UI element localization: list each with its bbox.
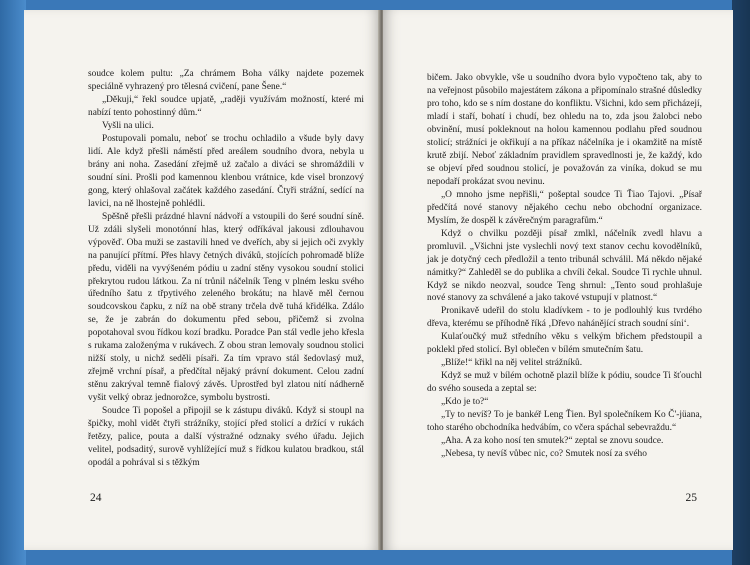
book-cover-right-edge xyxy=(732,0,750,565)
paragraph: Spěšně přešli prázdné hlavní nádvoří a vstoupili do šeré soudní síně. Už zdáli slyšeli monotónní hlas, který odříkával jakousi zdlouhavou výpověď. Oba muži se zastavili hned ve dveřích, aby si jejich oči zvykly na panující přítmí. Přes hlavy četných diváků, stojících pohromadě blíže předu, viděli na vyvýšeném pódiu u zadní stěny vysokou soudní stolici překrytou rudou látkou. Za ní trůnil náčelník Teng v plném lesku svého úředního šatu z třpytivého zeleného brokátu; na hlavě měl černou soudcovskou čapku, z níž na obě strany trčela dvě tuhá křidélka. Zdálo se, že je zabrán do dokumentu před sebou, přičemž si zvolna popotahoval svou řídkou kozí bradku. Poradce Pan stál vedle jeho křesla s rukama založenýma v rukávech. Z obou stran lemovaly soudnou stolici nižší stoly, u nichž seděli písaři. Za tím vpravo stál šedovlasý muž, zřejmě vrchní písař, a předčítal nějaký právní dokument. Celou zadní stěnu zakrýval temně fialový závěs. Uprostřed byl zlatou nití nádherně vyšit velký obraz jednorožce, symbolu bystrosti. xyxy=(88,211,364,404)
paragraph: Soudce Ti popošel a připojil se k zástupu diváků. Když si stoupl na špičky, mohl vidět čtyři strážníky, stojící před stolicí a držící v rukách řetězy, palice, pouta a další výstražné odznaky svého úřadu. Jejich velitel, podsaditý, surově vyhlížející muž s řídkou kulatou bradkou, stál opodál a pohrával si s těžkým xyxy=(88,406,364,469)
right-page-text xyxy=(427,72,702,461)
paragraph: bičem. Jako obvykle, vše u soudního dvora bylo vypočteno tak, aby to na veřejnost působilo majestátem zákona a připomínalo strašné důsledky pro toho, kdo se s ním dostane do konfliktu. Všichni, kdo sem přicházejí, mladí i staří, bohatí i chudí, bez ohledu na to, zda jsou žalobci nebo obvinění, musí pokleknout na holou kamennou podlahu před soudnou stolicí; strážníci je okřikují a na příkaz náčelníka je i okamžitě na místě krutě zbijí. Neboť základním pravidlem spravedlnosti je, že každý, kdo se objeví před soudnou stolicí, je považován za viníka, dokud se mu nepodaří prokázat svou nevinu. xyxy=(427,73,702,187)
paragraph: Když o chvilku později písař zmlkl, náčelník zvedl hlavu a promluvil. „Všichni jste vyslechli nový text stanov cechu kovodělníků, jak je dotyčný cech předložil a tento tribunál schválil. Má někdo nějaké námitky?“ Zahleděl se do publika a chvíli čekal. Soudce Ti rychle uhnul. Když se nikdo neozval, soudce Teng shrnul: „Tento soud prohlašuje nové stanovy za schválené a jako takové vstupují v platnost.“ xyxy=(427,228,702,304)
left-page xyxy=(24,10,380,550)
paragraph: „Ty to nevíš? To je bankéř Leng Ťien. Byl společníkem Ko Č'-jüana, toho starého obchodníka hedvábím, co včera spáchal sebevraždu.“ xyxy=(427,410,702,434)
page-number-left: 24 xyxy=(90,491,102,504)
paragraph: „Děkuji,“ řekl soudce upjatě, „raději využívám možností, které mi nabízí tento pohostinný dům.“ xyxy=(88,94,364,118)
book-cover-left-edge xyxy=(0,0,26,565)
paragraph: Pronikavě udeřil do stolu kladívkem - to je podlouhlý kus tvrdého dřeva, kterému se příhodně říká ‚Dřevo nahánějící strach soudní síni‘. xyxy=(427,306,702,330)
right-page xyxy=(383,10,733,550)
paragraph: Postupovali pomalu, neboť se trochu ochladilo a všude byly davy lidí. Ale když přešli náměstí před areálem soudního dvora, nebyla u brány ani noha. Zasedání zřejmě už začalo a diváci se shromáždili v soudní síni. Prošli pod kamennou klenbou vrátnice, kde visel bronzový gong, který ohlašoval začátek každého zasedání. Čtyři strážní, sedící na lavici, na ně lhostejně pohlédli. xyxy=(88,133,364,209)
page-number-right: 25 xyxy=(685,491,697,504)
paragraph: „Nebesa, ty nevíš vůbec nic, co? Smutek nosí za svého xyxy=(441,449,647,460)
left-page-text xyxy=(88,68,364,470)
paragraph: Vyšli na ulici. xyxy=(102,120,154,131)
paragraph: „Blíže!“ křikl na něj velitel strážníků. xyxy=(441,358,583,369)
paragraph: „Aha. A za koho nosí ten smutek?“ zeptal se znovu soudce. xyxy=(441,436,664,447)
paragraph: „Kdo je to?“ xyxy=(441,397,489,408)
paragraph: Když se muž v bílém ochotně plazil blíže k pódiu, soudce Ti šťouchl do svého souseda a zeptal se: xyxy=(427,371,702,395)
paragraph: Kulaťoučký muž středního věku s velkým břichem předstoupil a poklekl před stolicí. Byl oblečen v bílém smutečním šatu. xyxy=(427,332,702,356)
paragraph: soudce kolem pultu: „Za chrámem Boha války najdete pozemek speciálně vyhrazený pro tělesná cvičení, pane Šene.“ xyxy=(88,69,364,92)
paragraph: „O mnoho jsme nepřišli,“ pošeptal soudce Ti Ťiao Tajovi. „Písař předčítá nové stanovy nějakého cechu nebo obchodní organizace. Myslím, že dospěl k závěrečným paragrafům.“ xyxy=(427,189,702,226)
